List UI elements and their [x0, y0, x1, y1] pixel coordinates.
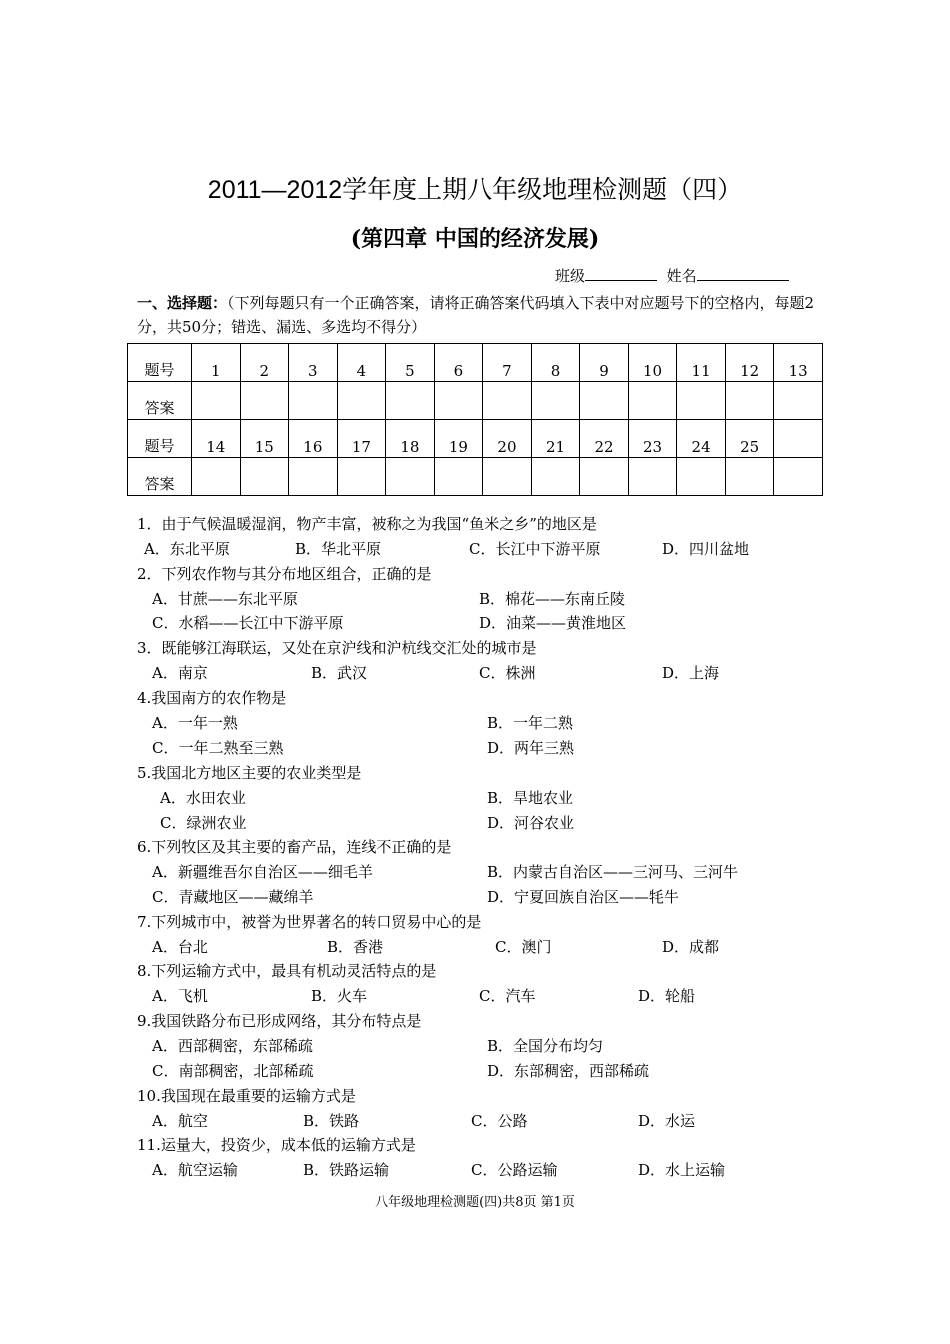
question-option: B．铁路运输	[303, 1161, 390, 1179]
question-number-cell: 10	[628, 344, 677, 382]
answer-cell[interactable]	[483, 382, 532, 420]
answer-cell[interactable]	[240, 458, 289, 496]
question-stem: 2．下列农作物与其分布地区组合，正确的是	[137, 565, 432, 583]
question-number-cell: 12	[725, 344, 774, 382]
name-field[interactable]	[697, 266, 789, 281]
question-option: B．武汉	[311, 664, 368, 682]
answer-cell[interactable]	[434, 458, 483, 496]
answer-cell[interactable]	[725, 458, 774, 496]
question-option: B．棉花——东南丘陵	[479, 590, 626, 608]
page-title: 2011—2012学年度上期八年级地理检测题（四）	[207, 176, 743, 204]
question-option: D．水运	[638, 1112, 696, 1130]
question-option: A．水田农业	[160, 789, 246, 807]
question-option: B．一年二熟	[487, 714, 574, 732]
question-number-cell: 24	[677, 420, 726, 458]
question-stem: 7.下列城市中，被誉为世界著名的转口贸易中心的是	[137, 913, 482, 931]
answer-cell[interactable]	[483, 458, 532, 496]
question-number-cell: 23	[628, 420, 677, 458]
question-stem: 4.我国南方的农作物是	[137, 689, 287, 707]
question-number-cell: 20	[483, 420, 532, 458]
question-option: B．内蒙古自治区——三河马、三河牛	[487, 863, 739, 881]
question-option: B．铁路	[303, 1112, 360, 1130]
question-option: D．河谷农业	[487, 814, 575, 832]
question-stem: 1．由于气候温暖湿润，物产丰富，被称之为我国“鱼米之乡”的地区是	[137, 515, 597, 533]
question-number-cell: 14	[192, 420, 241, 458]
question-option: A．航空	[152, 1112, 208, 1130]
answer-row-1	[128, 382, 823, 420]
question-option: B．全国分布均匀	[487, 1037, 604, 1055]
question-option: C．一年二熟至三熟	[152, 739, 284, 757]
answer-cell[interactable]	[628, 382, 677, 420]
answer-cell[interactable]	[434, 382, 483, 420]
question-option: C．公路	[471, 1112, 528, 1130]
row-label-answer: 答案	[128, 382, 192, 420]
question-option: B．华北平原	[295, 540, 382, 558]
answer-cell[interactable]	[677, 382, 726, 420]
answer-cell[interactable]	[531, 382, 580, 420]
student-info-bar	[555, 265, 789, 286]
question-number-cell: 16	[289, 420, 338, 458]
question-number-cell: 25	[725, 420, 774, 458]
answer-cell[interactable]	[386, 458, 435, 496]
question-option: B．火车	[311, 987, 368, 1005]
question-option: D．水上运输	[638, 1161, 726, 1179]
question-option: D．宁夏回族自治区——牦牛	[487, 888, 680, 906]
question-number-cell: 4	[337, 344, 386, 382]
question-option: A．南京	[152, 664, 208, 682]
question-number-cell: 13	[774, 344, 823, 382]
answer-cell[interactable]	[628, 458, 677, 496]
answer-cell[interactable]	[774, 382, 823, 420]
question-number-cell: 7	[483, 344, 532, 382]
answer-cell[interactable]	[240, 382, 289, 420]
answer-cell[interactable]	[337, 458, 386, 496]
answer-cell[interactable]	[677, 458, 726, 496]
question-option: C．汽车	[479, 987, 536, 1005]
question-stem: 10.我国现在最重要的运输方式是	[137, 1087, 356, 1105]
question-option: A．甘蔗——东北平原	[152, 590, 298, 608]
question-option: D．成都	[662, 938, 720, 956]
question-option: A．西部稠密，东部稀疏	[152, 1037, 313, 1055]
question-number-cell	[774, 420, 823, 458]
question-stem: 6.下列牧区及其主要的畜产品，连线不正确的是	[137, 838, 452, 856]
number-row-1	[128, 344, 823, 382]
question-number-cell: 22	[580, 420, 629, 458]
question-number-cell: 9	[580, 344, 629, 382]
question-option: A．一年一熟	[152, 714, 238, 732]
row-label-answer: 答案	[128, 458, 192, 496]
question-option: C．绿洲农业	[160, 814, 247, 832]
question-option: B．旱地农业	[487, 789, 574, 807]
class-field[interactable]	[585, 266, 657, 281]
question-option: A．新疆维吾尔自治区——细毛羊	[152, 863, 373, 881]
question-number-cell: 17	[337, 420, 386, 458]
question-option: C．株洲	[479, 664, 536, 682]
name-label: 姓名	[666, 267, 697, 285]
question-option: A．飞机	[152, 987, 208, 1005]
question-option: D．上海	[662, 664, 720, 682]
number-row-2	[128, 420, 823, 458]
question-stem: 8.下列运输方式中，最具有机动灵活特点的是	[137, 962, 437, 980]
question-option: C．澳门	[495, 938, 552, 956]
question-option: A．台北	[152, 938, 208, 956]
question-option: D．东部稠密，西部稀疏	[487, 1062, 650, 1080]
answer-cell[interactable]	[289, 458, 338, 496]
section-instruction: （下列每题只有一个正确答案，请将正确答案代码填入下表中对应题号下的空格内，每题2分，共50分；错选、漏选、多选均不得分）	[137, 294, 815, 336]
section-instructions	[137, 291, 827, 339]
answer-cell[interactable]	[725, 382, 774, 420]
question-option: C．公路运输	[471, 1161, 558, 1179]
question-option: D．两年三熟	[487, 739, 575, 757]
question-number-cell: 15	[240, 420, 289, 458]
question-number-cell: 5	[386, 344, 435, 382]
question-number-cell: 3	[289, 344, 338, 382]
class-label: 班级	[555, 267, 586, 285]
question-option: C．长江中下游平原	[469, 540, 601, 558]
row-label-number: 题号	[128, 420, 192, 458]
question-option: C．南部稠密，北部稀疏	[152, 1062, 314, 1080]
row-label-number: 题号	[128, 344, 192, 382]
question-number-cell: 19	[434, 420, 483, 458]
answer-cell[interactable]	[289, 382, 338, 420]
question-option: C．水稻——长江中下游平原	[152, 614, 344, 632]
answer-cell[interactable]	[192, 458, 241, 496]
question-number-cell: 2	[240, 344, 289, 382]
question-number-cell: 21	[531, 420, 580, 458]
question-stem: 5.我国北方地区主要的农业类型是	[137, 764, 362, 782]
section-heading: 一、选择题：	[137, 294, 228, 312]
answer-cell[interactable]	[192, 382, 241, 420]
answer-table	[127, 343, 823, 496]
answer-cell[interactable]	[337, 382, 386, 420]
question-stem: 11.运量大，投资少，成本低的运输方式是	[137, 1136, 416, 1154]
question-number-cell: 8	[531, 344, 580, 382]
question-option: D．油菜——黄淮地区	[479, 614, 627, 632]
question-option: A．东北平原	[144, 540, 230, 558]
answer-cell[interactable]	[580, 382, 629, 420]
question-option: C．青藏地区——藏绵羊	[152, 888, 314, 906]
answer-cell[interactable]	[531, 458, 580, 496]
question-number-cell: 11	[677, 344, 726, 382]
question-number-cell: 1	[192, 344, 241, 382]
answer-cell[interactable]	[386, 382, 435, 420]
question-number-cell: 6	[434, 344, 483, 382]
question-option: A．航空运输	[152, 1161, 238, 1179]
question-option: D．四川盆地	[662, 540, 750, 558]
answer-cell[interactable]	[580, 458, 629, 496]
question-option: B．香港	[327, 938, 384, 956]
page-footer: 八年级地理检测题(四)共8页 第1页	[375, 1195, 575, 1210]
answer-cell[interactable]	[774, 458, 823, 496]
question-stem: 3．既能够江海联运，又处在京沪线和沪杭线交汇处的城市是	[137, 639, 537, 657]
question-stem: 9.我国铁路分布已形成网络，其分布特点是	[137, 1012, 422, 1030]
answer-row-2	[128, 458, 823, 496]
question-number-cell: 18	[386, 420, 435, 458]
question-option: D．轮船	[638, 987, 696, 1005]
page-subtitle: (第四章 中国的经济发展)	[350, 226, 600, 252]
